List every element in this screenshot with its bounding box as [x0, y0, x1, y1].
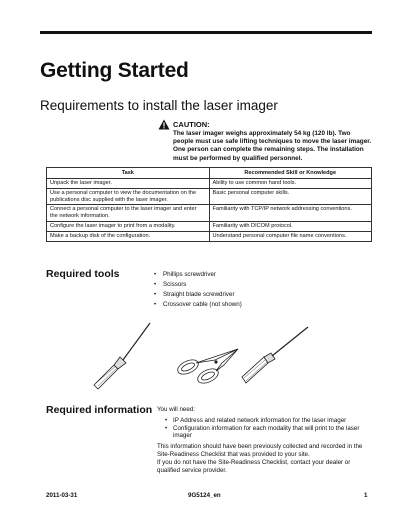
info-intro: You will need:	[157, 406, 195, 413]
info-note: If you do not have the Site-Readiness Checklist, contact your dealer or qualified service provider.	[157, 458, 351, 474]
page-title: Getting Started	[40, 59, 189, 82]
table-row	[47, 188, 372, 205]
table-cell: Unpack the laser imager.	[47, 179, 210, 189]
phillips-screwdriver-icon	[94, 323, 150, 389]
required-information-list	[165, 417, 372, 440]
table-cell: Basic personal computer skills.	[209, 188, 372, 205]
table-row	[47, 205, 372, 222]
required-information-heading: Required information	[46, 404, 153, 416]
footer-page-number: 1	[364, 492, 368, 499]
section-heading: Requirements to install the laser imager	[40, 98, 278, 113]
footer-date: 2011-03-31	[46, 492, 78, 499]
list-item: • Configuration information for each modality that will print to the laser imager	[165, 425, 372, 441]
list-item: • Scissors	[163, 280, 242, 290]
table-cell: Connect a personal computer to the laser imager and enter the network information.	[47, 205, 210, 222]
table-row	[47, 179, 372, 189]
footer-doc-id: 9G5124_en	[188, 492, 221, 499]
table-header-task: Task	[47, 168, 210, 179]
list-item: • Straight blade screwdriver	[163, 290, 242, 300]
table-header-skill: Recommended Skill or Knowledge	[209, 168, 372, 179]
header-rule	[40, 31, 372, 34]
table-cell: Understand personal computer file name conventions.	[209, 231, 372, 241]
table-cell: Familiarity with DICOM protocol.	[209, 221, 372, 231]
table-cell: Familiarity with TCP/IP network addressing conventions.	[209, 205, 372, 222]
table-row	[47, 221, 372, 231]
caution-label: CAUTION:	[173, 120, 210, 129]
list-item: • Phillips screwdriver	[163, 270, 242, 280]
table-cell: Make a backup disk of the configuration.	[47, 231, 210, 241]
table-header-row	[47, 168, 372, 179]
table-cell: Ability to use common hand tools.	[209, 179, 372, 189]
list-item: • Crossover cable (not shown)	[163, 300, 242, 310]
caution-text: The laser imager weighs approximately 54 kg (120 lb). Two people must use safe lifting techniques to move the laser imager. One person can complete the remaining steps. The installation must be performed by qualified personnel.	[173, 130, 372, 162]
info-note: This information should have been previously collected and recorded in the Site-Readiness Checklist that was provided to your site.	[157, 443, 363, 458]
caution-notice	[158, 119, 372, 163]
table-row	[47, 231, 372, 241]
table-cell: Use a personal computer to view the documentation on the publications disc supplied with the laser imager.	[47, 188, 210, 205]
requirements-table	[46, 167, 372, 242]
scissors-icon	[175, 349, 238, 386]
table-cell: Configure the laser imager to print from a modality.	[47, 221, 210, 231]
tools-illustration	[88, 319, 313, 391]
straight-blade-screwdriver-icon	[242, 327, 308, 383]
required-tools-heading: Required tools	[46, 268, 120, 280]
list-item: • IP Address and related network information for the laser imager	[165, 417, 372, 425]
required-information-body	[157, 406, 372, 474]
warning-icon	[158, 119, 170, 130]
required-tools-list	[163, 270, 242, 310]
